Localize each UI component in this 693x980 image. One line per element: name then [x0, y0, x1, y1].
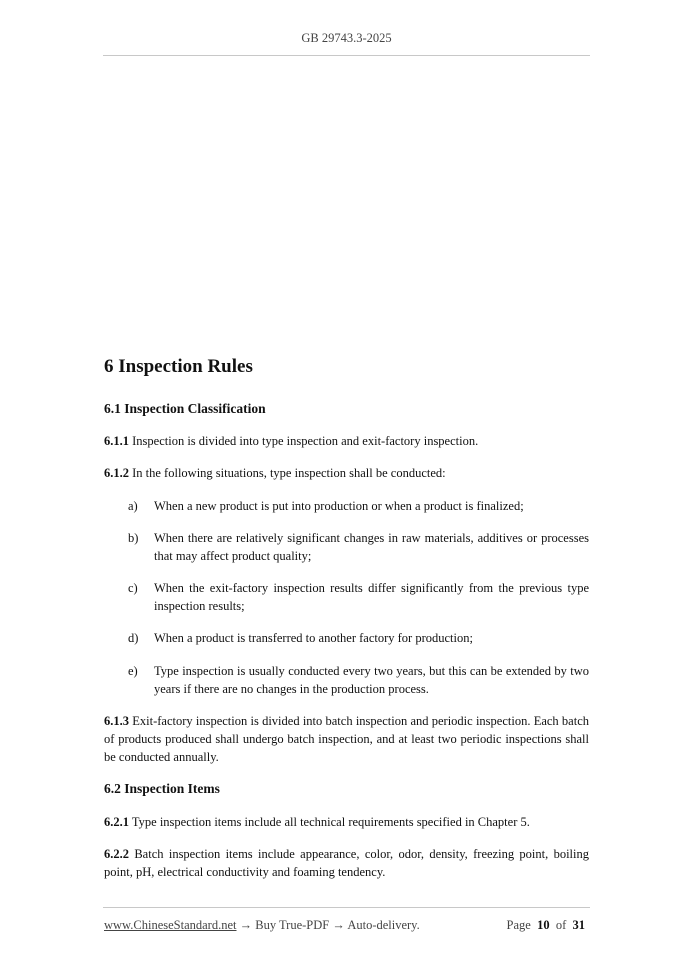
clause-number: 6.1.1 [104, 434, 129, 448]
current-page: 10 [537, 918, 550, 932]
list-item-b [128, 529, 589, 565]
page-number [507, 918, 585, 933]
clause-6-2-2 [104, 845, 589, 881]
clause-6-2-1 [104, 813, 589, 831]
page-word: Page [506, 918, 531, 932]
clause-text: Exit-factory inspection is divided into batch inspection and periodic inspection. Each batch of products produced shall undergo batch inspection, and at least two periodic inspections shall be conducted annually. [104, 714, 589, 764]
section-title: 6 Inspection Rules [104, 356, 253, 377]
list-item-d [128, 629, 589, 647]
clause-text: In the following situations, type inspection shall be conducted: [129, 466, 446, 480]
list-item-a [128, 497, 589, 515]
clause-number: 6.2.2 [104, 847, 129, 861]
arrow-right-icon: → [329, 918, 348, 932]
buy-true-pdf-text: Buy True-PDF [255, 918, 330, 932]
list-item-text: When the exit-factory inspection results differ significantly from the previous type inspection results; [154, 581, 589, 613]
clause-6-1-2 [104, 464, 589, 482]
clause-number: 6.1.2 [104, 466, 129, 480]
list-item-text: When a product is transferred to another factory for production; [154, 631, 473, 645]
list-marker: a) [128, 499, 138, 513]
arrow-right-icon: → [236, 918, 256, 932]
list-marker: e) [128, 664, 138, 678]
document-code: GB 29743.3-2025 [301, 31, 392, 45]
clause-number: 6.2.1 [104, 815, 129, 829]
subsection-title-6-1: 6.1 Inspection Classification [104, 401, 266, 416]
clause-text: Batch inspection items include appearance, color, odor, density, freezing point, boiling point, pH, electrical conductivity and foaming tendency. [104, 847, 589, 879]
list-marker: d) [128, 631, 139, 645]
site-link[interactable]: www.ChineseStandard.net [104, 918, 237, 932]
list-item-text: Type inspection is usually conducted every two years, but this can be extended by two years if there are no changes in the production process. [154, 664, 589, 696]
footer-divider [103, 907, 590, 908]
list-item-text: When there are relatively significant changes in raw materials, additives or processes that may affect product quality; [154, 531, 589, 563]
clause-text: Inspection is divided into type inspection and exit-factory inspection. [129, 434, 479, 448]
list-item-text: When a new product is put into production or when a product is finalized; [154, 499, 524, 513]
header-divider [103, 55, 590, 56]
page-header [0, 31, 693, 46]
list-marker: c) [128, 581, 138, 595]
footer-promo [104, 918, 420, 933]
list-marker: b) [128, 531, 139, 545]
auto-delivery-text: Auto-delivery. [347, 918, 420, 932]
list-item-c [128, 579, 589, 615]
list-item-e [128, 662, 589, 698]
clause-text: Type inspection items include all technical requirements specified in Chapter 5. [129, 815, 530, 829]
clause-6-1-1 [104, 432, 589, 450]
subsection-title-6-2: 6.2 Inspection Items [104, 781, 220, 796]
clause-number: 6.1.3 [104, 714, 129, 728]
total-pages: 31 [572, 918, 585, 932]
clause-6-1-3 [104, 712, 589, 766]
of-word: of [555, 918, 567, 932]
